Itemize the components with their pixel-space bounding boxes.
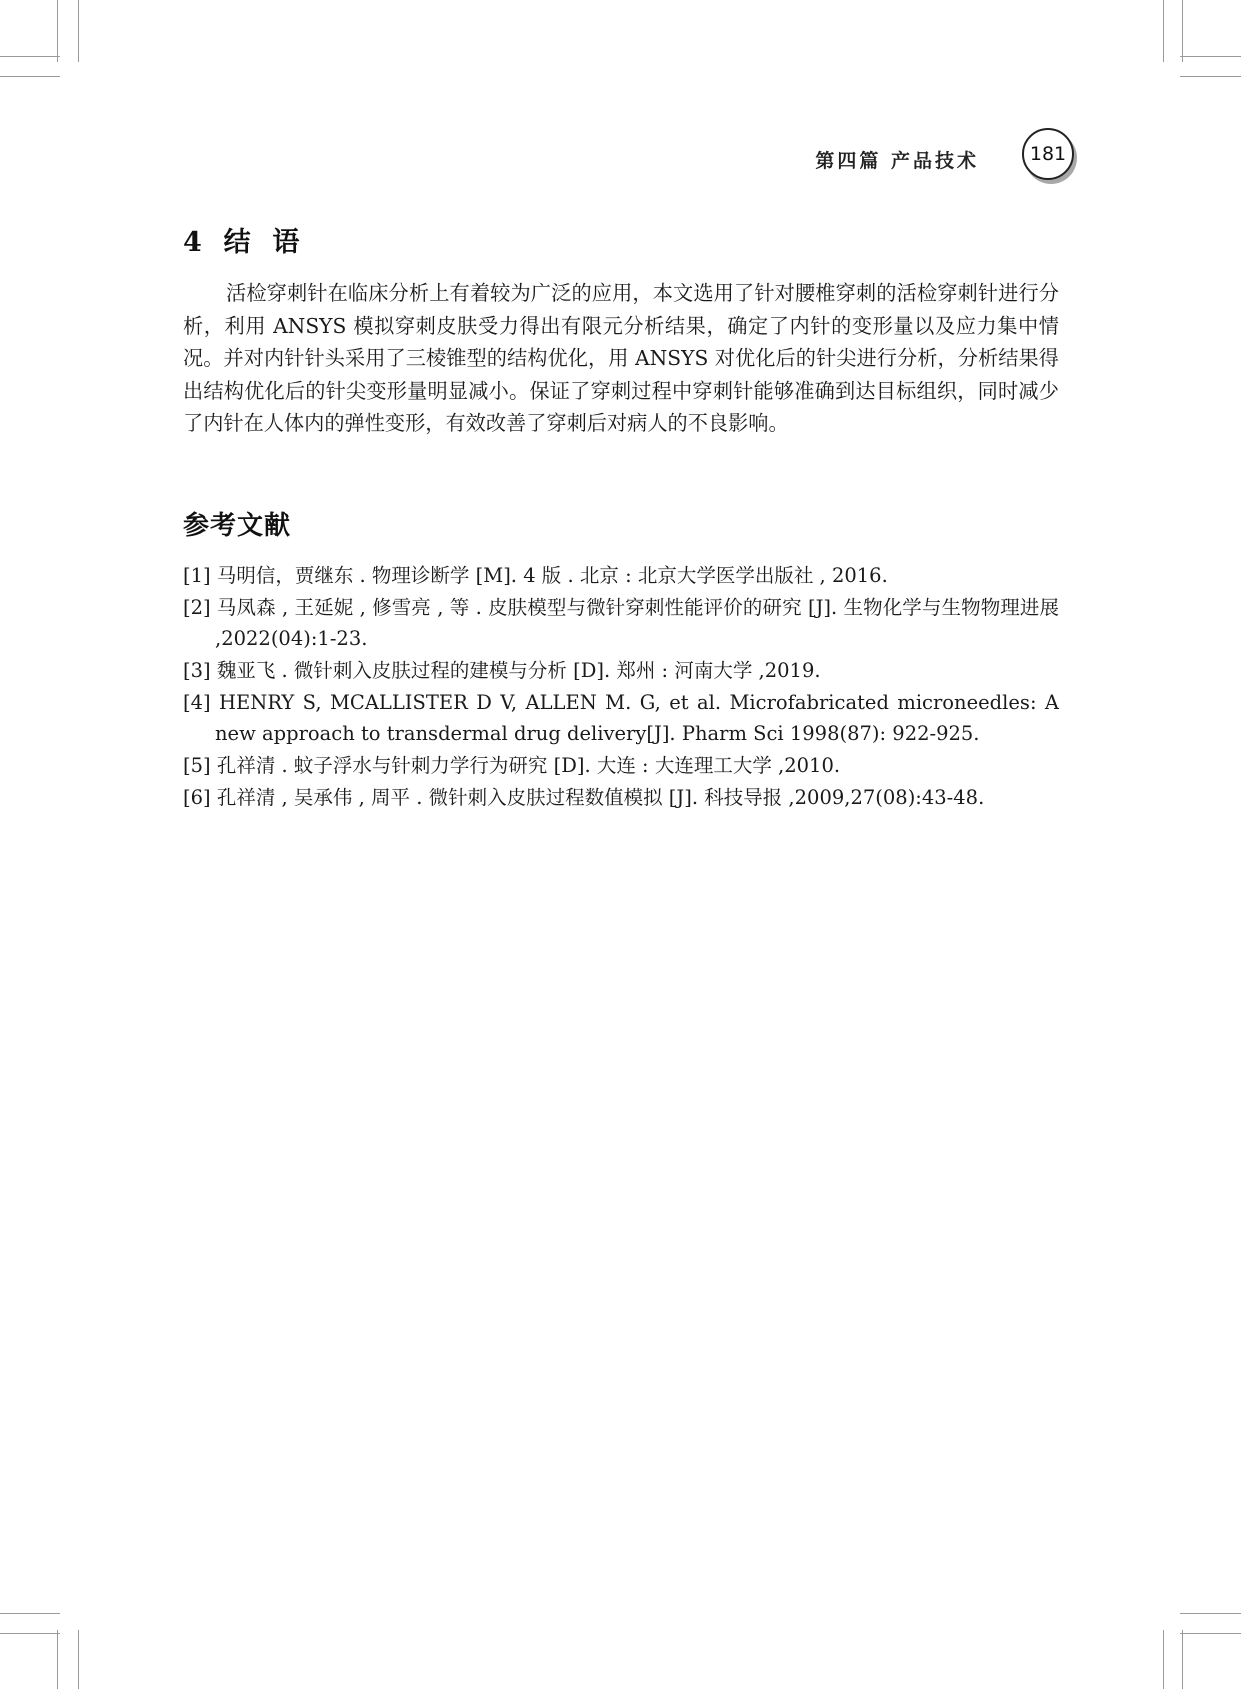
reference-item: [3] 魏亚飞 . 微针刺入皮肤过程的建模与分析 [D]. 郑州 : 河南大学 ,2019. xyxy=(183,659,821,682)
section-title: 4 结 语 xyxy=(183,227,301,258)
reference-item: [5] 孔祥清 . 蚊子浮水与针刺力学行为研究 [D]. 大连 : 大连理工大学 ,2010. xyxy=(183,754,841,777)
crop-mark xyxy=(0,76,60,77)
crop-mark xyxy=(0,1633,60,1634)
crop-mark xyxy=(1180,56,1241,57)
reference-list xyxy=(183,560,1059,814)
reference-item: [4] HENRY S, MCALLISTER D V, ALLEN M. G, et al. Microfabricated microneedles: A new approach to transdermal drug delivery[J]. Pharm Sci 1998(87): 922-925. xyxy=(183,691,1059,745)
crop-mark xyxy=(1163,1630,1164,1689)
crop-mark xyxy=(1182,0,1183,62)
reference-item: [6] 孔祥清 , 吴承伟 , 周平 . 微针刺入皮肤过程数值模拟 [J]. 科技导报 ,2009,27(08):43-48. xyxy=(183,786,985,809)
running-head: 第四篇 产品技术 xyxy=(815,150,979,172)
references-title: 参考文献 xyxy=(183,511,292,541)
crop-mark xyxy=(78,0,79,62)
crop-mark xyxy=(1182,1630,1183,1689)
crop-mark xyxy=(57,1630,58,1689)
crop-mark xyxy=(1180,76,1241,77)
page-number: 181 xyxy=(1022,128,1074,180)
crop-mark xyxy=(1180,1613,1241,1614)
reference-item: [1] 马明信，贾继东 . 物理诊断学 [M]. 4 版 . 北京 : 北京大学医学出版社 , 2016. xyxy=(183,564,888,587)
crop-mark xyxy=(57,0,58,62)
crop-mark xyxy=(1180,1633,1241,1634)
crop-mark xyxy=(0,56,60,57)
crop-mark xyxy=(78,1630,79,1689)
body-paragraph: 活检穿刺针在临床分析上有着较为广泛的应用，本文选用了针对腰椎穿刺的活检穿刺针进行分析，利用 ANSYS 模拟穿刺皮肤受力得出有限元分析结果，确定了内针的变形量以及应力集中情况。并对内针针头采用了三棱锥型的结构优化，用 ANSYS 对优化后的针尖进行分析，分析结果得出结构优化后的针尖变形量明显减小。保证了穿刺过程中穿刺针能够准确到达目标组织，同时减少了内针在人体内的弹性变形，有效改善了穿刺后对病人的不良影响。 xyxy=(183,281,1059,435)
crop-mark xyxy=(0,1613,60,1614)
crop-mark xyxy=(1163,0,1164,62)
reference-item: [2] 马凤森 , 王延妮 , 修雪亮 , 等 . 皮肤模型与微针穿刺性能评价的研究 [J]. 生物化学与生物物理进展 ,2022(04):1-23. xyxy=(183,596,1059,650)
